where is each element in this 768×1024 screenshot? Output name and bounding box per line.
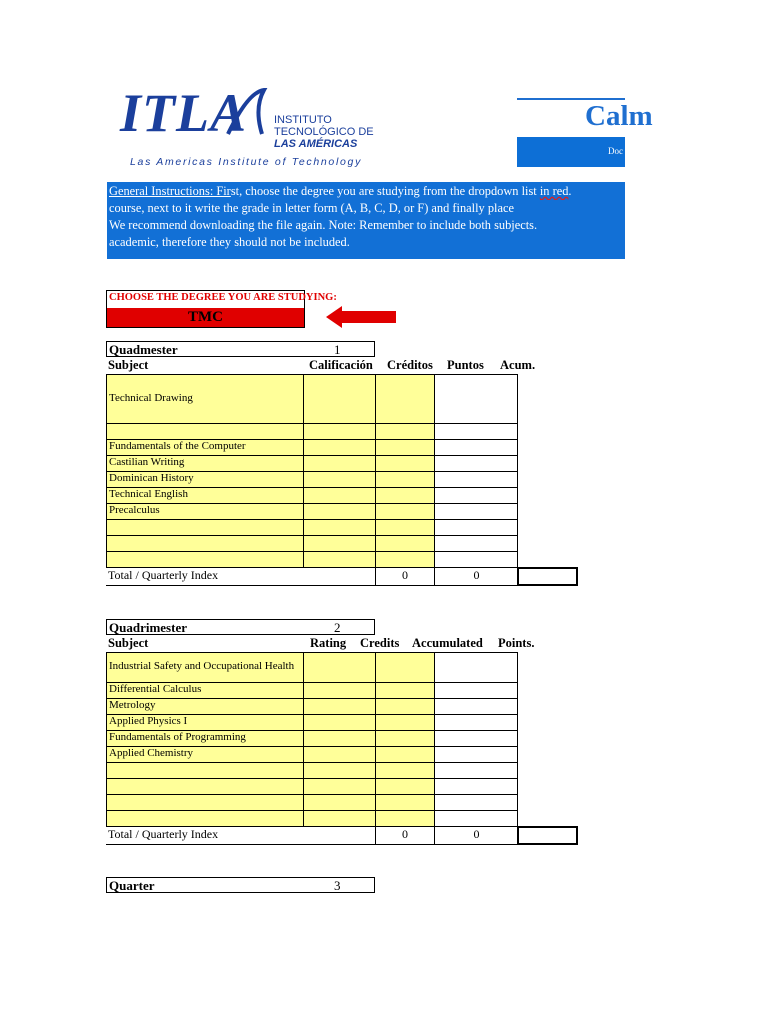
subject-cell[interactable]	[106, 519, 304, 536]
grade-cell[interactable]	[303, 503, 376, 520]
credits-cell[interactable]	[375, 503, 435, 520]
subject-cell[interactable]	[106, 682, 304, 699]
points-cell	[434, 652, 518, 683]
banner-text: Doc	[608, 146, 623, 156]
credits-cell[interactable]	[375, 810, 435, 827]
points-cell	[434, 714, 518, 731]
subject-cell[interactable]	[106, 762, 304, 779]
grade-cell[interactable]	[303, 519, 376, 536]
itla-logo	[120, 83, 390, 174]
credits-cell[interactable]	[375, 652, 435, 683]
degree-selector	[106, 290, 337, 328]
subject-name: Fundamentals of Programming	[109, 731, 246, 743]
points-cell	[434, 439, 518, 456]
credits-cell[interactable]	[375, 374, 435, 424]
subject-cell[interactable]	[106, 730, 304, 747]
term-number: 1	[334, 342, 341, 357]
subject-name: Applied Physics I	[109, 715, 188, 727]
subject-name: Technical English	[109, 488, 188, 500]
points-cell	[434, 762, 518, 779]
subject-cell[interactable]	[106, 746, 304, 763]
credits-cell[interactable]	[375, 778, 435, 795]
subject-cell[interactable]	[106, 374, 304, 424]
column-header: Puntos	[447, 358, 484, 372]
grade-cell[interactable]	[303, 374, 376, 424]
points-cell	[434, 810, 518, 827]
term-header-row	[106, 341, 375, 357]
quarterly-index-box	[517, 567, 578, 586]
instructions-line-4: academic, therefore they should not be included.	[109, 235, 350, 249]
subject-name: Industrial Safety and Occupational Health	[109, 660, 295, 672]
logo-tagline: Las Americas Institute of Technology	[130, 156, 363, 168]
grade-cell[interactable]	[303, 471, 376, 488]
points-cell	[434, 698, 518, 715]
grade-cell[interactable]	[303, 778, 376, 795]
subject-cell[interactable]	[106, 714, 304, 731]
degree-dropdown[interactable]: TMC	[107, 308, 304, 327]
credits-cell[interactable]	[375, 551, 435, 568]
credits-cell[interactable]	[375, 487, 435, 504]
column-header: Acum.	[500, 358, 536, 372]
term-number: 3	[334, 878, 341, 893]
points-cell	[434, 471, 518, 488]
points-cell	[434, 374, 518, 424]
logo-wordmark: ITLA	[120, 83, 248, 143]
column-header: Accumulated	[412, 636, 483, 650]
grade-cell[interactable]	[303, 810, 376, 827]
logo-line-2: TECNOLÓGICO DE	[274, 126, 374, 138]
subject-name: Fundamentals of the Computer	[109, 440, 246, 452]
term-header-row	[106, 877, 375, 893]
subject-cell[interactable]	[106, 551, 304, 568]
instructions-line-2: course, next to it write the grade in letter form (A, B, C, D, or F) and finally place	[109, 201, 514, 215]
grade-cell[interactable]	[303, 762, 376, 779]
subject-cell[interactable]	[106, 778, 304, 795]
instructions-red-word: in red	[539, 184, 569, 198]
credits-cell[interactable]	[375, 682, 435, 699]
points-cell	[434, 778, 518, 795]
page-title: Calm	[585, 100, 653, 132]
instructions-box	[107, 182, 625, 259]
grade-cell[interactable]	[303, 698, 376, 715]
grade-cell[interactable]	[303, 423, 376, 440]
grade-cell[interactable]	[303, 535, 376, 552]
subject-cell[interactable]	[106, 535, 304, 552]
credits-cell[interactable]	[375, 698, 435, 715]
credits-cell[interactable]	[375, 455, 435, 472]
subject-name: Applied Chemistry	[109, 747, 194, 759]
points-cell	[434, 551, 518, 568]
column-header: Créditos	[387, 358, 433, 372]
credits-cell[interactable]	[375, 535, 435, 552]
credits-cell[interactable]	[375, 519, 435, 536]
subject-cell[interactable]	[106, 652, 304, 683]
grade-cell[interactable]	[303, 455, 376, 472]
column-header: Points.	[498, 636, 535, 650]
degree-label: CHOOSE THE DEGREE YOU ARE STUDYING:	[109, 292, 337, 303]
credits-cell[interactable]	[375, 439, 435, 456]
grade-cell[interactable]	[303, 746, 376, 763]
points-cell	[434, 487, 518, 504]
grade-cell[interactable]	[303, 652, 376, 683]
subject-cell[interactable]	[106, 423, 304, 440]
points-cell	[434, 730, 518, 747]
subject-cell[interactable]	[106, 471, 304, 488]
points-cell	[434, 503, 518, 520]
grade-cell[interactable]	[303, 439, 376, 456]
column-header: Credits	[360, 636, 400, 650]
total-credits: 0	[402, 568, 408, 582]
points-cell	[434, 794, 518, 811]
subject-name: Precalculus	[109, 504, 160, 516]
term-title: Quarter	[109, 878, 155, 893]
total-underline	[106, 844, 576, 845]
instructions-period: .	[568, 184, 572, 198]
logo-line-3: LAS AMÉRICAS	[274, 138, 358, 150]
instructions-line-1	[109, 183, 625, 200]
header-banner	[517, 137, 625, 167]
grade-cell[interactable]	[303, 487, 376, 504]
subject-name: Differential Calculus	[109, 683, 202, 695]
points-cell	[434, 746, 518, 763]
points-cell	[434, 535, 518, 552]
grade-cell[interactable]	[303, 551, 376, 568]
column-header: Calificación	[309, 358, 373, 372]
credits-cell[interactable]	[375, 762, 435, 779]
instructions-line-3: We recommend downloading the file again. Note: Remember to include both subjects.	[109, 218, 538, 232]
subject-cell[interactable]	[106, 698, 304, 715]
credits-cell[interactable]	[375, 730, 435, 747]
grade-cell[interactable]	[303, 730, 376, 747]
points-cell	[434, 519, 518, 536]
subject-cell[interactable]	[106, 439, 304, 456]
column-header: Subject	[108, 358, 149, 372]
column-header: Subject	[108, 636, 149, 650]
instructions-heading: General Instructions: Fir	[109, 184, 231, 198]
term-number: 2	[334, 620, 341, 635]
instructions-text: st, choose the degree you are studying from the dropdown list	[230, 184, 540, 198]
total-label: Total / Quarterly Index	[108, 827, 219, 841]
quarterly-index-box	[517, 826, 578, 845]
term-title: Quadrimester	[109, 620, 187, 635]
subject-name: Metrology	[109, 699, 156, 711]
points-cell	[434, 455, 518, 472]
subject-name: Dominican History	[109, 472, 194, 484]
subject-cell[interactable]	[106, 487, 304, 504]
grade-cell[interactable]	[303, 682, 376, 699]
total-points: 0	[473, 827, 480, 841]
term-header-row	[106, 619, 375, 635]
grade-cell[interactable]	[303, 794, 376, 811]
total-credits: 0	[402, 827, 408, 841]
left-arrow-icon	[326, 306, 398, 328]
total-points: 0	[473, 568, 480, 582]
logo-line-1: INSTITUTO	[274, 114, 332, 126]
total-label: Total / Quarterly Index	[108, 568, 219, 582]
credits-cell[interactable]	[375, 794, 435, 811]
subject-cell[interactable]	[106, 810, 304, 827]
subject-cell[interactable]	[106, 455, 304, 472]
credits-cell[interactable]	[375, 714, 435, 731]
credits-cell[interactable]	[375, 423, 435, 440]
subject-cell[interactable]	[106, 503, 304, 520]
points-cell	[434, 682, 518, 699]
credits-cell[interactable]	[375, 746, 435, 763]
points-cell	[434, 423, 518, 440]
column-header: Rating	[310, 636, 347, 650]
grade-cell[interactable]	[303, 714, 376, 731]
credits-cell[interactable]	[375, 471, 435, 488]
subject-name: Castilian Writing	[109, 456, 185, 468]
term-title: Quadmester	[109, 342, 178, 357]
subject-name: Technical Drawing	[109, 391, 193, 404]
subject-cell[interactable]	[106, 794, 304, 811]
total-underline	[106, 585, 576, 586]
